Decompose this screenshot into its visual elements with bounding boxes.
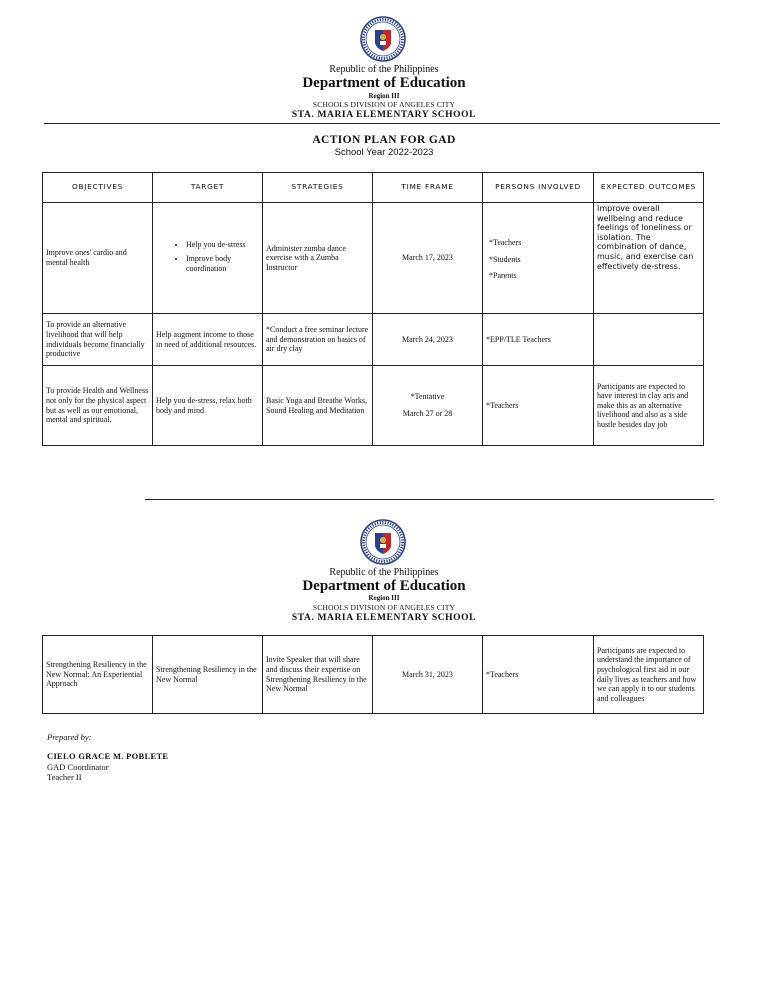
time-frame-cell: March 17, 2023 xyxy=(373,203,483,314)
table-row xyxy=(43,636,704,714)
prepared-by-label: Prepared by: xyxy=(47,732,92,742)
strategy-cell: Administer zumba dance exercise with a Zumba Instructor xyxy=(263,203,373,314)
col-header-strategies: STRATEGIES xyxy=(263,173,373,203)
preparer-first-name: CIELO GRACE xyxy=(47,751,111,761)
school-year: School Year 2022-2023 xyxy=(334,147,434,158)
time-frame-note: *Tentative xyxy=(410,392,445,402)
school-name: STA. MARIA ELEMENTARY SCHOOL xyxy=(291,613,477,623)
target-bullet: • Help you de-stress xyxy=(186,240,259,250)
preparer-role: GAD Coordinator xyxy=(47,762,109,772)
objective-cell: Strengthening Resiliency in the New Normal: An Experiential Approach xyxy=(43,636,153,714)
outcome-cell: Participants are expected to have interest in clay arts and make this as an alternative livelihood and also as a side hustle besides day job xyxy=(594,366,704,446)
target-cell: Strengthening Resiliency in the New Normal xyxy=(153,636,263,714)
division-line: SCHOOLS DIVISION OF ANGELES CITY xyxy=(312,100,456,109)
action-plan-table-continued xyxy=(42,635,704,714)
preparer-last-name: M. POBLETE xyxy=(112,751,169,761)
persons-cell: *EPP/TLE Teachers xyxy=(483,314,594,366)
time-frame-cell xyxy=(373,366,483,446)
col-header-target: TARGET xyxy=(153,173,263,203)
table-header-row xyxy=(43,173,704,203)
deped-seal-logo xyxy=(360,16,406,62)
table-row xyxy=(43,366,704,446)
table-row xyxy=(43,203,704,314)
action-plan-table xyxy=(42,172,704,446)
preparer-name xyxy=(47,751,168,761)
persons-cell xyxy=(483,203,594,314)
outcome-cell: Participants are expected to understand the importance of psychological first aid in our daily lives as teachers and how we can apply it to our students and colleagues xyxy=(594,636,704,714)
objective-cell: To provide Health and Wellness not only for the physical aspect but as well as our emotional, mental and spiritual. xyxy=(43,366,153,446)
target-cell xyxy=(153,203,263,314)
region-line: Region III xyxy=(368,594,400,602)
department-name: Department of Education xyxy=(302,578,466,594)
division-line: SCHOOLS DIVISION OF ANGELES CITY xyxy=(312,603,456,612)
outcome-cell xyxy=(594,314,704,366)
person-item: *Parents xyxy=(489,271,517,281)
table-row xyxy=(43,314,704,366)
header-divider xyxy=(44,123,720,124)
outcome-cell: Improve overall wellbeing and reduce feelings of loneliness or isolation. The combination of dance, music, and exercise can effectively de-stress. xyxy=(594,203,704,314)
persons-cell: *Teachers xyxy=(483,366,594,446)
col-header-expected-outcomes: EXPECTED OUTCOMES xyxy=(594,173,704,203)
page-break-divider xyxy=(145,499,714,500)
person-item: *Teachers xyxy=(489,238,522,248)
department-name: Department of Education xyxy=(302,75,466,91)
school-name: STA. MARIA ELEMENTARY SCHOOL xyxy=(291,110,477,120)
target-cell: Help you de-stress, relax both body and mind xyxy=(153,366,263,446)
col-header-objectives: OBJECTIVES xyxy=(43,173,153,203)
strategy-cell: Basic Yoga and Breathe Works, Sound Healing and Meditation xyxy=(263,366,373,446)
republic-line: Republic of the Philippines xyxy=(329,64,439,75)
document-title: ACTION PLAN FOR GAD xyxy=(312,134,456,146)
objective-cell: To provide an alternative livelihood that will help individuals become financially productive xyxy=(43,314,153,366)
time-frame-cell: March 24, 2023 xyxy=(373,314,483,366)
target-bullet: • Improve body coordination xyxy=(186,254,259,273)
col-header-persons-involved: PERSONS INVOLVED xyxy=(483,173,594,203)
region-line: Region III xyxy=(368,92,400,100)
persons-cell: *Teachers xyxy=(483,636,594,714)
deped-seal-logo xyxy=(360,519,406,565)
republic-line: Republic of the Philippines xyxy=(329,567,439,578)
time-frame-date: March 27 or 28 xyxy=(402,409,453,418)
time-frame-cell: March 31, 2023 xyxy=(373,636,483,714)
col-header-time-frame: TIME FRAME xyxy=(373,173,483,203)
objective-cell: Improve ones' cardio and mental health xyxy=(43,203,153,314)
preparer-position: Teacher II xyxy=(47,772,82,782)
strategy-cell: Invite Speaker that will share and discuss their expertise on Strengthening Resiliency in the New Normal xyxy=(263,636,373,714)
strategy-cell: *Conduct a free seminar lecture and demonstration on basics of air dry clay xyxy=(263,314,373,366)
target-cell: Help augment income to those in need of additional resources. xyxy=(153,314,263,366)
person-item: *Students xyxy=(489,254,521,264)
